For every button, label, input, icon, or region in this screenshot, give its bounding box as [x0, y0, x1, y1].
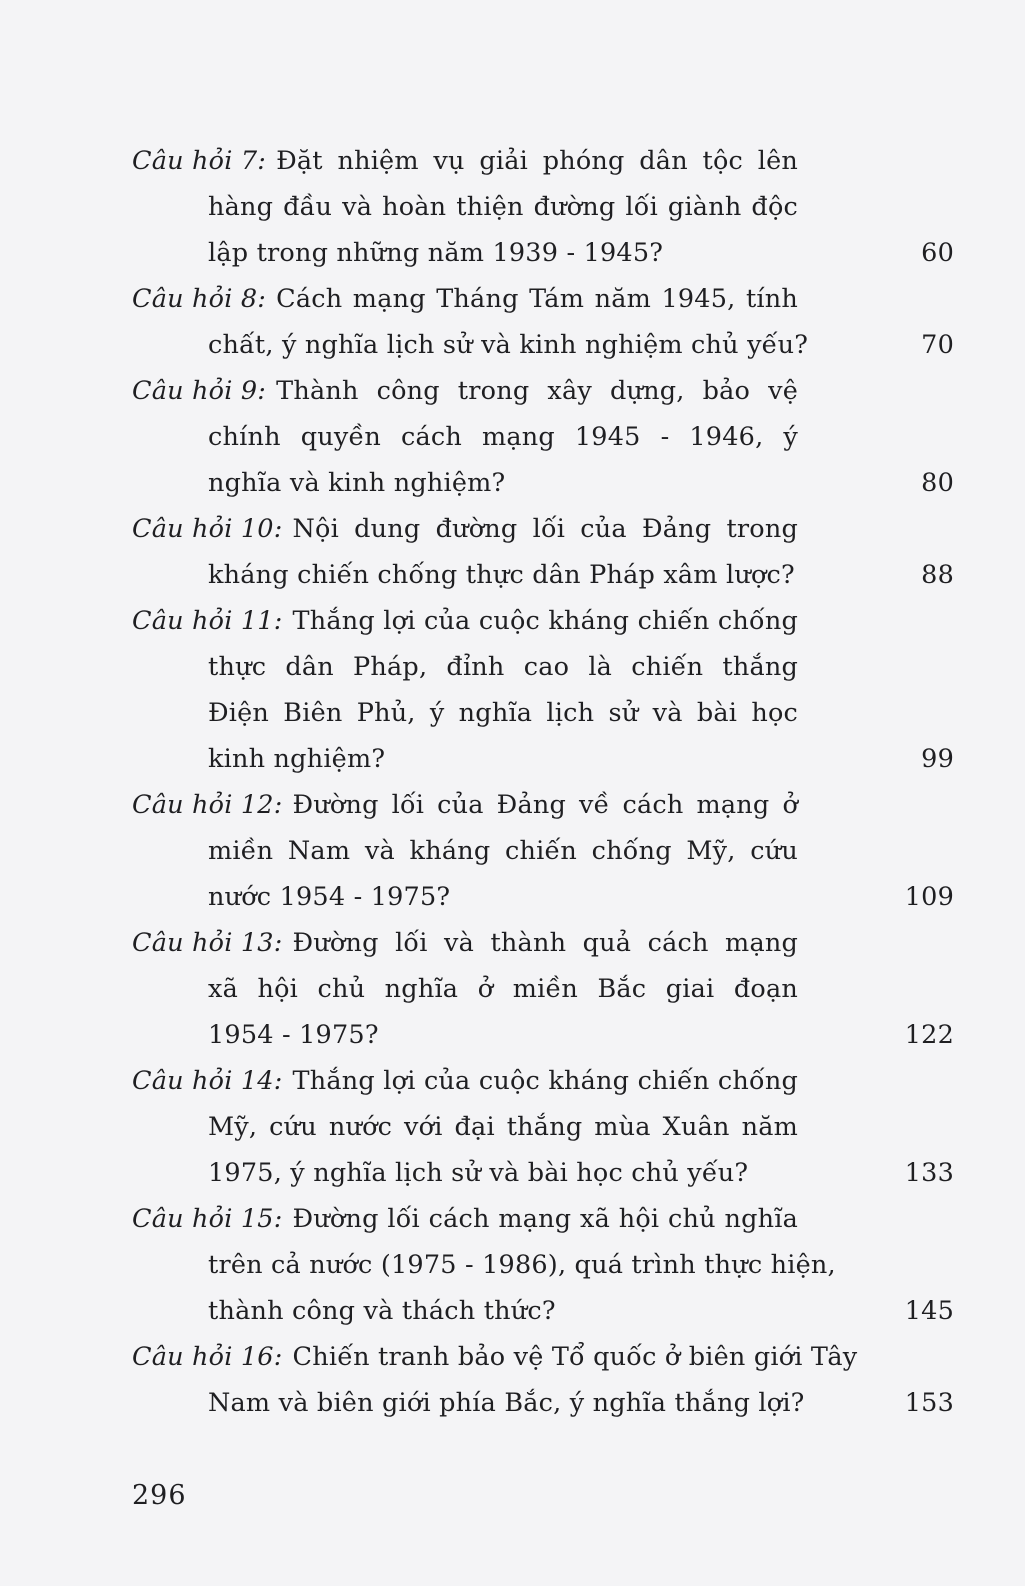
- toc-page-number: 145: [904, 1296, 954, 1326]
- toc-entry-label: Câu hỏi 11:: [132, 606, 283, 636]
- toc-entry-label: Câu hỏi 10:: [132, 514, 283, 544]
- toc-entry-title-line: miền Nam và kháng chiến chống Mỹ, cứu: [208, 836, 798, 866]
- toc-entry-cau-hoi-16: [132, 1334, 954, 1426]
- toc-entry-title-line: Thành công trong xây dựng, bảo vệ: [276, 376, 798, 406]
- toc-entry-label: Câu hỏi 12:: [132, 790, 283, 820]
- toc-entry-cau-hoi-10: [132, 506, 954, 598]
- toc-entry-label: Câu hỏi 7:: [132, 146, 267, 176]
- toc-entry-title-line: Đường lối cách mạng xã hội chủ nghĩa: [292, 1204, 798, 1234]
- toc-entry-title-line: xã hội chủ nghĩa ở miền Bắc giai đoạn: [208, 974, 798, 1004]
- toc-entry-cau-hoi-13: [132, 920, 954, 1058]
- toc-entry-title-line: Thắng lợi của cuộc kháng chiến chống: [292, 1066, 798, 1096]
- toc-entry-title-line: Đường lối và thành quả cách mạng: [292, 928, 798, 958]
- toc-entry-title-line: Chiến tranh bảo vệ Tổ quốc ở biên giới Tây: [292, 1342, 858, 1372]
- toc-entry-label: Câu hỏi 9:: [132, 376, 267, 406]
- toc-entry-title-line: Điện Biên Phủ, ý nghĩa lịch sử và bài học: [208, 698, 798, 728]
- toc-entry-label: Câu hỏi 14:: [132, 1066, 283, 1096]
- toc-entry-title-line: kháng chiến chống thực dân Pháp xâm lược?: [208, 560, 795, 590]
- toc-entry-title-line: 1975, ý nghĩa lịch sử và bài học chủ yếu?: [208, 1158, 749, 1188]
- toc-page-number: 122: [904, 1020, 954, 1050]
- page-folio-number: 296: [132, 1480, 187, 1511]
- toc-entry-cau-hoi-11: [132, 598, 954, 782]
- toc-entry-title-line: nghĩa và kinh nghiệm?: [208, 468, 506, 498]
- table-of-contents: [132, 138, 954, 1426]
- toc-entry-label: Câu hỏi 16:: [132, 1342, 283, 1372]
- toc-entry-title-line: Đặt nhiệm vụ giải phóng dân tộc lên: [276, 146, 798, 176]
- toc-entry-cau-hoi-14: [132, 1058, 954, 1196]
- toc-page-number: 88: [921, 560, 954, 590]
- toc-entry-label: Câu hỏi 8:: [132, 284, 267, 314]
- toc-entry-title-line: Đường lối của Đảng về cách mạng ở: [292, 790, 798, 820]
- toc-entry-title-line: Cách mạng Tháng Tám năm 1945, tính: [276, 284, 798, 314]
- toc-page-number: 70: [921, 330, 954, 360]
- toc-entry-cau-hoi-7: [132, 138, 954, 276]
- toc-entry-title-line: Nam và biên giới phía Bắc, ý nghĩa thắng lợi?: [208, 1388, 805, 1418]
- toc-entry-label: Câu hỏi 15:: [132, 1204, 283, 1234]
- toc-entry-title-line: Mỹ, cứu nước với đại thắng mùa Xuân năm: [208, 1112, 798, 1142]
- toc-page-number: 99: [921, 744, 954, 774]
- toc-entry-title-line: nước 1954 - 1975?: [208, 882, 451, 912]
- toc-page-number: 109: [904, 882, 954, 912]
- toc-entry-title-line: Thắng lợi của cuộc kháng chiến chống: [292, 606, 798, 636]
- toc-entry-title-line: Nội dung đường lối của Đảng trong: [292, 514, 798, 544]
- toc-entry-cau-hoi-8: [132, 276, 954, 368]
- toc-entry-title-line: chất, ý nghĩa lịch sử và kinh nghiệm chủ yếu?: [208, 330, 809, 360]
- toc-entry-cau-hoi-15: [132, 1196, 954, 1334]
- toc-entry-title-line: lập trong những năm 1939 - 1945?: [208, 238, 664, 268]
- toc-entry-title-line: 1954 - 1975?: [208, 1020, 379, 1050]
- toc-entry-title-line: kinh nghiệm?: [208, 744, 386, 774]
- toc-entry-label: Câu hỏi 13:: [132, 928, 283, 958]
- toc-page-number: 153: [904, 1388, 954, 1418]
- toc-entry-title-line: thực dân Pháp, đỉnh cao là chiến thắng: [208, 652, 798, 682]
- toc-entry-cau-hoi-9: [132, 368, 954, 506]
- toc-entry-title-line: hàng đầu và hoàn thiện đường lối giành độc: [208, 192, 798, 222]
- toc-entry-title-line: chính quyền cách mạng 1945 - 1946, ý: [208, 422, 798, 452]
- toc-page-number: 133: [904, 1158, 954, 1188]
- toc-entry-title-line: trên cả nước (1975 - 1986), quá trình thực hiện,: [208, 1250, 836, 1280]
- toc-page-number: 80: [921, 468, 954, 498]
- toc-page-number: 60: [921, 238, 954, 268]
- toc-entry-cau-hoi-12: [132, 782, 954, 920]
- toc-entry-title-line: thành công và thách thức?: [208, 1296, 556, 1326]
